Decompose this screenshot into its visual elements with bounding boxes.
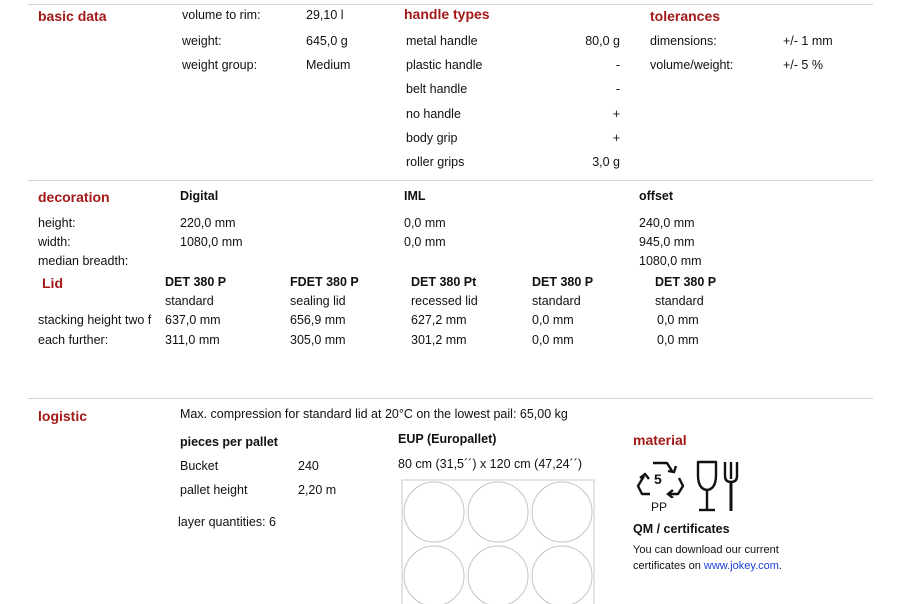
food-safe-icon <box>694 459 744 515</box>
handle-label: no handle <box>406 107 461 121</box>
handle-label: plastic handle <box>406 58 483 72</box>
certificates-text: You can download our current <box>633 544 779 556</box>
lid-value: 0,0 mm <box>532 313 574 327</box>
lid-col-type: recessed lid <box>411 294 478 308</box>
lid-col-name: DET 380 P <box>532 275 594 289</box>
pieces-per-pallet-heading: pieces per pallet <box>180 435 278 449</box>
pallet-row-label: Bucket <box>180 459 219 473</box>
tolerance-label: volume/weight: <box>650 58 734 72</box>
layer-quantities: layer quantities: 6 <box>178 515 276 529</box>
handle-label: belt handle <box>406 82 468 96</box>
tolerance-label: dimensions: <box>650 34 717 48</box>
pail-outline <box>532 482 592 542</box>
decoration-row-label: median breadth: <box>38 254 129 268</box>
divider-lid <box>28 398 873 399</box>
handle-value: 3,0 g <box>592 155 620 169</box>
certificates-prefix: certificates on <box>633 560 704 572</box>
decoration-value: 220,0 mm <box>180 216 236 230</box>
lid-value: 301,2 mm <box>411 333 467 347</box>
logistic-heading: logistic <box>38 408 88 424</box>
volume-value: 29,10 l <box>306 8 344 22</box>
lid-row-label: each further: <box>38 333 109 347</box>
divider-basic <box>28 180 873 181</box>
decoration-value: 1080,0 mm <box>180 235 243 249</box>
lid-col-type: standard <box>532 294 581 308</box>
volume-label: volume to rim: <box>182 8 261 22</box>
recycle-code: 5 <box>654 471 662 487</box>
decoration-value: 945,0 mm <box>639 235 695 249</box>
handle-value: + <box>612 131 620 145</box>
lid-value: 305,0 mm <box>290 333 346 347</box>
recycle-label: PP <box>651 500 668 514</box>
decoration-col-iml: IML <box>404 189 426 203</box>
basic-data-heading: basic data <box>38 8 107 24</box>
pail-outline <box>532 546 592 604</box>
recycling-pp-icon <box>634 458 686 514</box>
lid-col-type: standard <box>655 294 704 308</box>
lid-row-label: stacking height two f <box>38 313 152 327</box>
handle-types-heading: handle types <box>404 6 490 22</box>
lid-col-name: DET 380 P <box>655 275 717 289</box>
handle-label: roller grips <box>406 155 465 169</box>
lid-value: 627,2 mm <box>411 313 467 327</box>
material-heading: material <box>633 432 687 448</box>
handle-value: - <box>615 82 620 96</box>
certificates-text-line2 <box>633 560 782 572</box>
weight-value: 645,0 g <box>306 34 348 48</box>
lid-heading: Lid <box>42 275 63 291</box>
pallet-row-value: 240 <box>298 459 319 473</box>
lid-value: 637,0 mm <box>165 313 221 327</box>
tolerance-value: +/- 1 mm <box>783 34 833 48</box>
handle-value: 80,0 g <box>585 34 620 48</box>
decoration-value: 240,0 mm <box>639 216 695 230</box>
eup-dimensions: 80 cm (31,5´´) x 120 cm (47,24´´) <box>398 457 583 471</box>
decoration-col-digital: Digital <box>180 189 219 203</box>
max-compression-text: Max. compression for standard lid at 20°C on the lowest pail: 65,00 kg <box>180 407 568 421</box>
decoration-row-label: width: <box>38 235 71 249</box>
pail-outline <box>468 482 528 542</box>
lid-col-type: sealing lid <box>290 294 346 308</box>
decoration-value: 1080,0 mm <box>639 254 702 268</box>
handle-label: metal handle <box>406 34 478 48</box>
handle-value: - <box>615 58 620 72</box>
qm-certificates-heading: QM / certificates <box>633 522 730 536</box>
decoration-col-offset: offset <box>639 189 674 203</box>
decoration-value: 0,0 mm <box>404 216 446 230</box>
pail-outline <box>404 546 464 604</box>
decoration-heading: decoration <box>38 189 110 205</box>
weight-label: weight: <box>182 34 222 48</box>
tolerances-heading: tolerances <box>650 8 721 24</box>
pail-outline <box>404 482 464 542</box>
decoration-value: 0,0 mm <box>404 235 446 249</box>
certificates-suffix: . <box>778 560 782 572</box>
lid-value: 0,0 mm <box>657 313 699 327</box>
handle-value: + <box>612 107 620 121</box>
lid-value: 0,0 mm <box>532 333 574 347</box>
lid-col-type: standard <box>165 294 214 308</box>
weight-group-value: Medium <box>306 58 351 72</box>
pallet-row-value: 2,20 m <box>298 483 337 497</box>
eup-heading: EUP (Europallet) <box>398 432 497 446</box>
lid-value: 311,0 mm <box>165 333 220 347</box>
lid-col-name: DET 380 P <box>165 275 227 289</box>
divider-top <box>28 4 873 5</box>
lid-value: 0,0 mm <box>657 333 699 347</box>
decoration-row-label: height: <box>38 216 76 230</box>
lid-col-name: DET 380 Pt <box>411 275 477 289</box>
tolerance-value: +/- 5 % <box>783 58 823 72</box>
pallet-layout-diagram <box>400 478 596 604</box>
pail-outline <box>468 546 528 604</box>
lid-col-name: FDET 380 P <box>290 275 359 289</box>
weight-group-label: weight group: <box>182 58 258 72</box>
lid-value: 656,9 mm <box>290 313 346 327</box>
handle-label: body grip <box>406 131 458 145</box>
jokey-link[interactable]: www.jokey.com <box>703 560 779 572</box>
pallet-row-label: pallet height <box>180 483 248 497</box>
